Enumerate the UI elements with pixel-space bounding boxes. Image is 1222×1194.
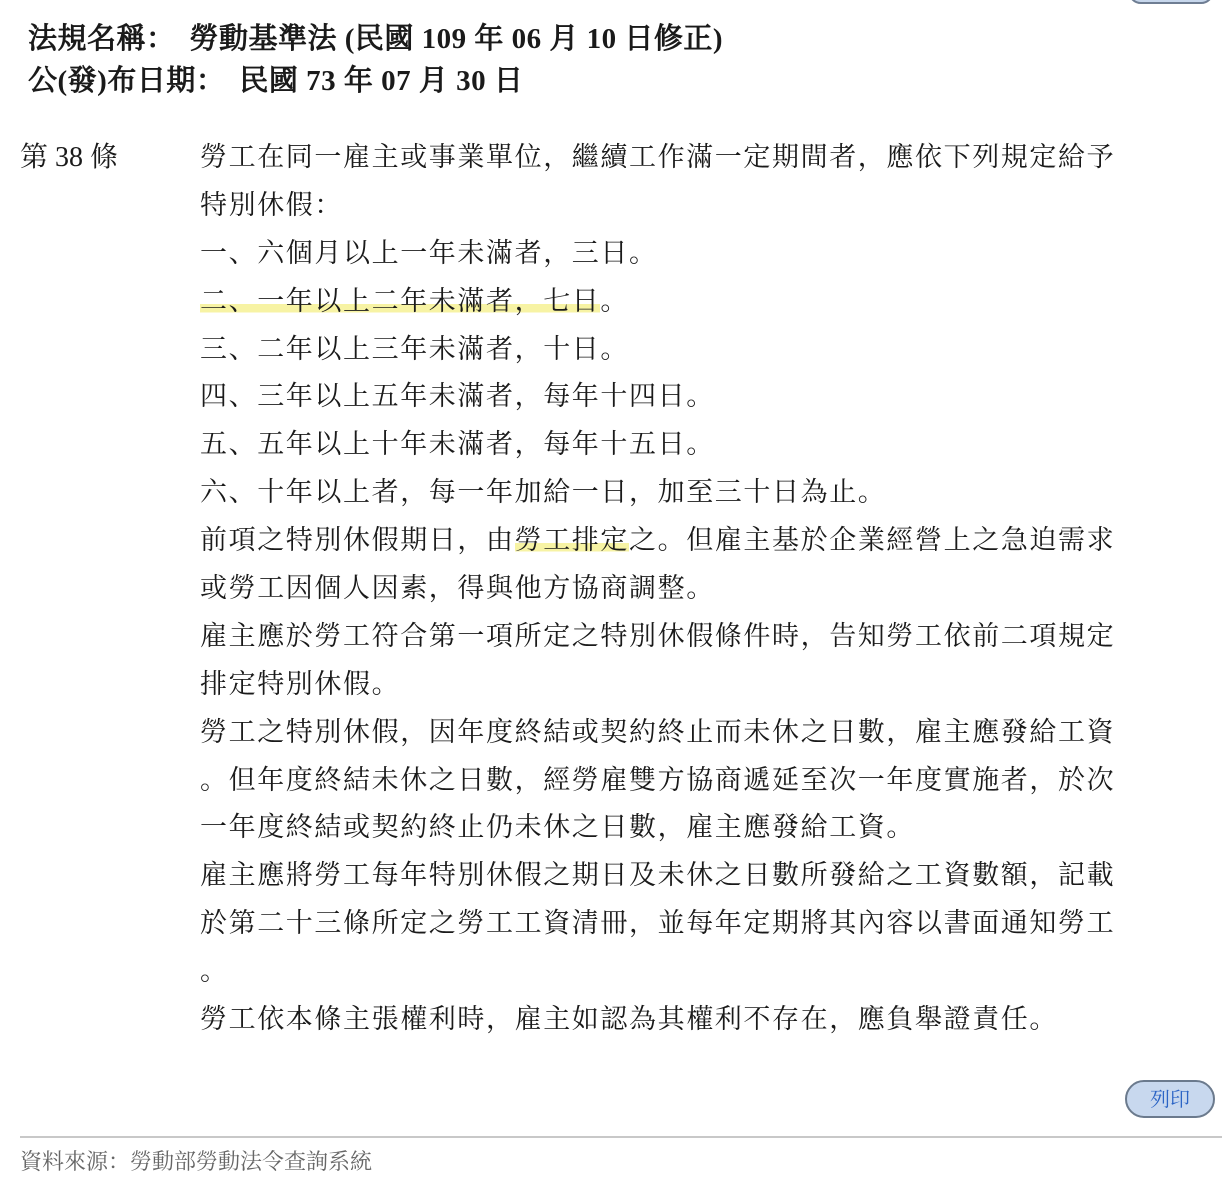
- article-line: 。但年度終結未休之日數，經勞雇雙方協商遞延至次一年度實施者，於次: [200, 764, 1116, 796]
- law-name-value: 勞動基準法 (民國 109 年 06 月 10 日修正): [189, 23, 724, 55]
- highlight-after: 之。但雇主基於企業經營上之急迫需求: [629, 525, 1116, 557]
- law-name-row: [28, 18, 1198, 60]
- source-attribution: 資料來源：勞動部勞動法令查詢系統: [20, 1150, 373, 1175]
- highlight-before: 前項之特別休假期日，由: [200, 525, 515, 557]
- highlight-mark: 勞工排定: [514, 525, 630, 557]
- law-name-label: 法規名稱：: [28, 23, 176, 55]
- article-line: 於第二十三條所定之勞工工資清冊，並每年定期將其內容以書面通知勞工: [200, 908, 1116, 940]
- publish-date-label: 公(發)布日期：: [28, 65, 226, 97]
- article-number: 第 38 條: [20, 142, 119, 173]
- article-line-highlighted: [200, 278, 1160, 326]
- publish-date-value: 民國 73 年 07 月 30 日: [239, 65, 524, 97]
- highlight-after: 。: [600, 285, 630, 317]
- article-line: 雇主應於勞工符合第一項所定之特別休假條件時，告知勞工依前二項規定: [200, 620, 1116, 652]
- highlight-mark: 二、一年以上二年未滿者，七日: [200, 285, 601, 317]
- article-line: 一、六個月以上一年未滿者，三日。: [200, 237, 658, 269]
- article-line: 勞工之特別休假，因年度終結或契約終止而未休之日數，雇主應發給工資: [200, 716, 1116, 748]
- article-line: 特別休假：: [200, 189, 343, 221]
- top-cutoff-button[interactable]: [1128, 0, 1214, 4]
- article-line: 雇主應將勞工每年特別休假之期日及未休之日數所發給之工資數額，記載: [200, 860, 1116, 892]
- print-button[interactable]: 列印: [1125, 1080, 1215, 1118]
- article-line-highlighted: [200, 517, 1160, 565]
- publish-date-row: [28, 60, 1198, 102]
- law-header: [28, 18, 1198, 102]
- article-line: 勞工依本條主張權利時，雇主如認為其權利不存在，應負舉證責任。: [200, 1004, 1058, 1036]
- article-line: 五、五年以上十年未滿者，每年十五日。: [200, 429, 715, 461]
- article-line: 一年度終結或契約終止仍未休之日數，雇主應發給工資。: [200, 812, 915, 844]
- article-line: 四、三年以上五年未滿者，每年十四日。: [200, 381, 715, 413]
- article-line: 。: [200, 956, 229, 988]
- article-line: 勞工在同一雇主或事業單位，繼續工作滿一定期間者，應依下列規定給予: [200, 142, 1116, 173]
- article-line: 三、二年以上三年未滿者，十日。: [200, 333, 629, 365]
- footer-divider: [20, 1136, 1222, 1138]
- article-line: 排定特別休假。: [200, 668, 401, 700]
- article-body: [200, 134, 1160, 1044]
- article-line: 或勞工因個人因素，得與他方協商調整。: [200, 573, 715, 605]
- article-line: 六、十年以上者，每一年加給一日，加至三十日為止。: [200, 477, 887, 509]
